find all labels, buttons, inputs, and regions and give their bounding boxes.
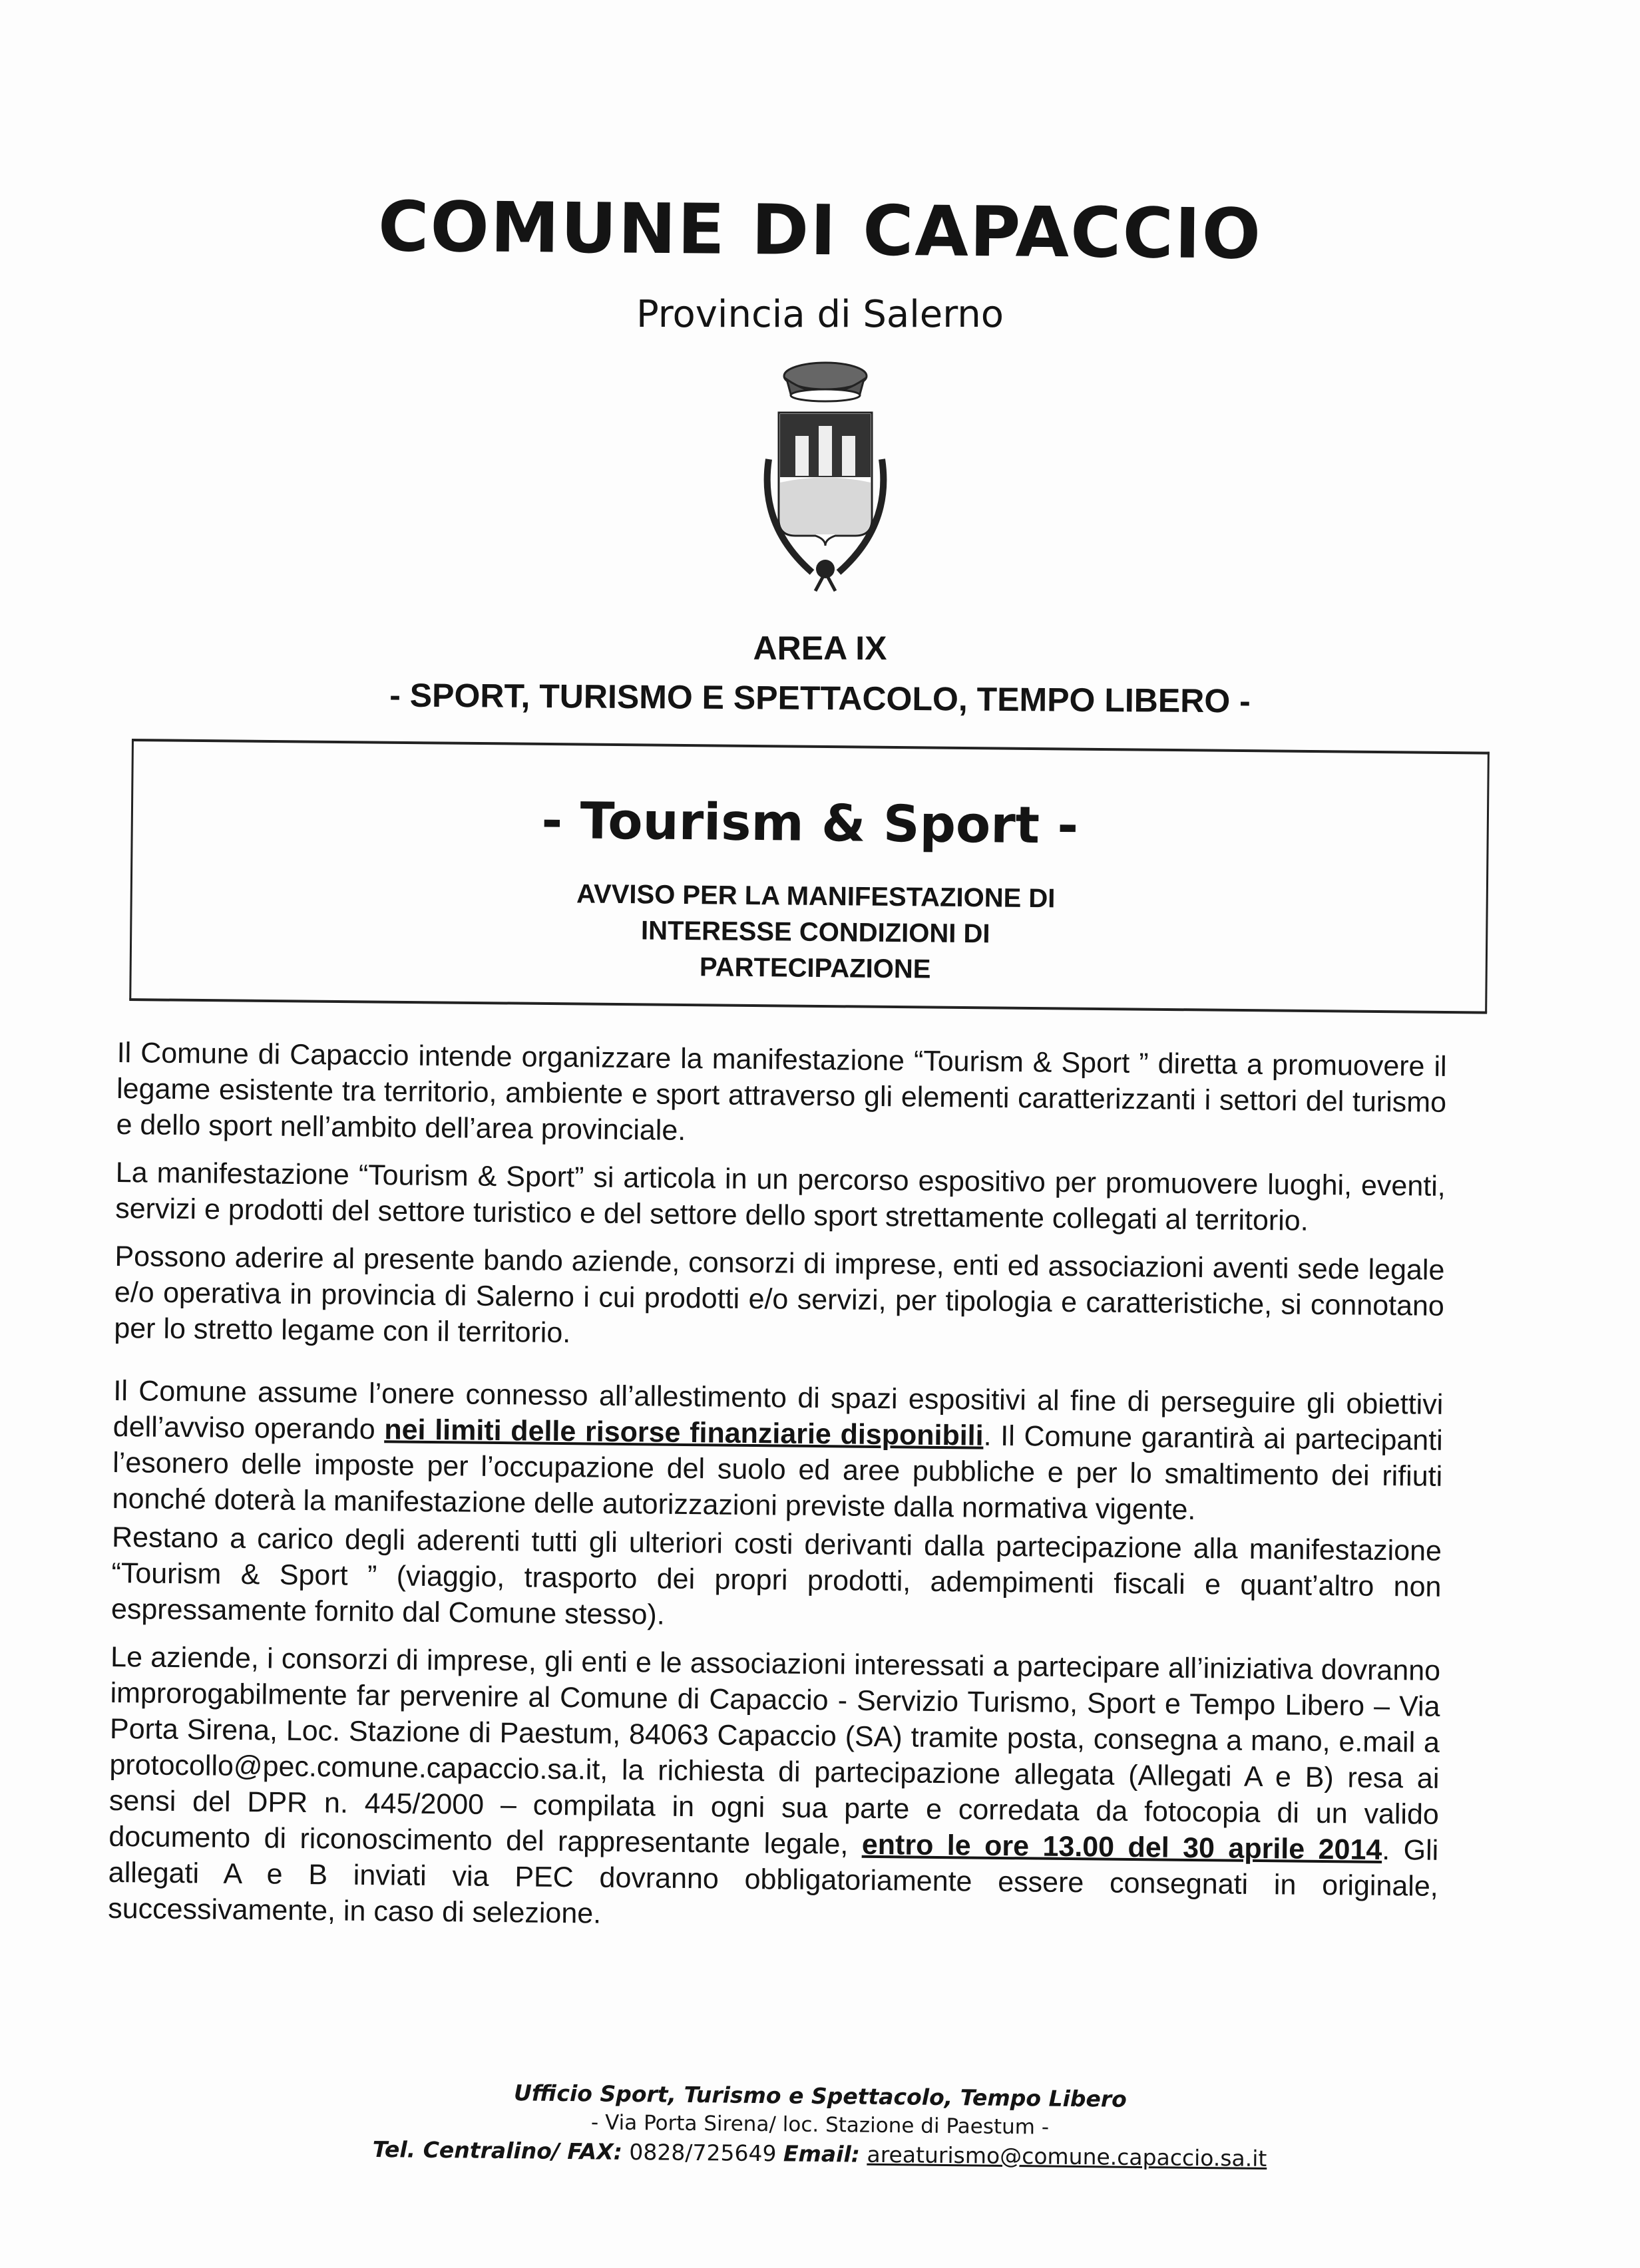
paragraph-costs-comune: [112, 1373, 1443, 1531]
province-subtitle: Provincia di Salerno: [636, 293, 1004, 336]
notice-body: [108, 1035, 1447, 1953]
deadline-emphasis: entro le ore 13.00 del 30 aprile 2014: [861, 1828, 1382, 1866]
phone-label: Tel. Centralino/ FAX:: [372, 2136, 623, 2165]
box-border-bottom: [129, 998, 1487, 1014]
paragraph-submission: [108, 1639, 1440, 1941]
event-title: - Tourism & Sport -: [541, 790, 1079, 855]
email-label: Email:: [783, 2140, 861, 2168]
email-link[interactable]: areaturismo@comune.capaccio.sa.it: [867, 2141, 1267, 2172]
paragraph-eligibility-text: Possono aderire al presente bando aziende, consorzi di imprese, enti ed associazioni aventi sede legale e/o operativa in provincia di Salerno i cui prodotti e/o servizi, per tipologia e caratteristiche, si connotano per lo stretto legame con il territorio.: [114, 1240, 1445, 1350]
paragraph-submission-text: Le aziende, i consorzi di imprese, gli enti e le associazioni interessati a partecipare all’iniziativa dovranno improrogabilmente far pervenire al Comune di Capaccio - Servizio Turismo, Sport e Tempo Libero – Via Porta Sirena, Loc. Stazione di Paestum, 84063 Capaccio (SA) tramite posta, consegna a mano, e.mail a protocollo@pec.comune.capaccio.sa.it, la richiesta di partecipazione allegata (Allegati A e B) resa ai sensi del DPR n. 445/2000 – compilata in ogni sua parte e corredata da fotocopia di un valido documento di riconoscimento del rappresentante legale,: [108, 1640, 1441, 1861]
box-border-right: [1485, 752, 1490, 1013]
paragraph-submission-text-after: . Gli allegati A e B inviati via PEC dovranno obbligatoriamente essere consegnati in originale, successivamente, in caso di selezione.: [107, 1833, 1439, 1930]
paragraph-costs-text-after: . Il Comune garantirà ai partecipanti l’esonero delle imposte per l’occupazione del suolo ed aree pubbliche e per lo smaltimento dei rifiuti nonché doterà la manifestazione delle autorizzazioni previste dalla normativa vigente.: [112, 1419, 1443, 1527]
footer-office: Ufficio Sport, Turismo e Spettacolo, Tempo Libero: [513, 2080, 1128, 2112]
paragraph-eligibility: [114, 1238, 1445, 1360]
box-border-top: [132, 739, 1490, 755]
paragraph-participant-costs: Restano a carico degli aderenti tutti gli ulteriori costi derivanti dalla partecipazione alla manifestazione “Tourism & Sport ” (viaggio, trasporto dei propri prodotti, adempimenti fiscali e quant’altro non espressamente fornito dal Comune stesso).: [110, 1521, 1442, 1631]
financial-limits-emphasis: nei limiti delle risorse finanziarie disponibili: [384, 1414, 984, 1452]
footer-address: - Via Porta Sirena/ loc. Stazione di Paestum -: [590, 2110, 1050, 2140]
area-subtitle: - SPORT, TURISMO E SPETTACOLO, TEMPO LIBERO -: [389, 676, 1251, 720]
page-title: COMUNE DI CAPACCIO: [377, 186, 1263, 275]
paragraph-intro: Il Comune di Capaccio intende organizzare la manifestazione “Tourism & Sport ” diretta a promuovere il legame esistente tra territorio, ambiente e sport attraverso gli elementi caratterizzanti i settori del turismo e dello sport nell’ambito dell’area provinciale.: [116, 1036, 1447, 1147]
notice-title-box: [129, 739, 1490, 1022]
footer: [0, 2073, 1640, 2178]
phone-number: 0828/725649: [629, 2139, 777, 2167]
paragraph-exhibition: La manifestazione “Tourism & Sport” si articola in un percorso espositivo per promuovere luoghi, eventi, servizi e prodotti del settore turistico e del settore dello sport strettamente collegati al territorio.: [115, 1156, 1446, 1237]
area-label: AREA IX: [753, 630, 887, 667]
box-border-left: [129, 739, 134, 1000]
paragraph-costs-text: Il Comune assume l’onere connesso all’allestimento di spazi espositivi al fine di perseguire gli obiettivi dell’avviso operando: [112, 1374, 1444, 1446]
notice-subtitle: AVVISO PER LA MANIFESTAZIONE DI INTERESSE CONDIZIONI DI PARTECIPAZIONE: [576, 879, 1056, 984]
coat-of-arms-icon: [732, 353, 919, 592]
